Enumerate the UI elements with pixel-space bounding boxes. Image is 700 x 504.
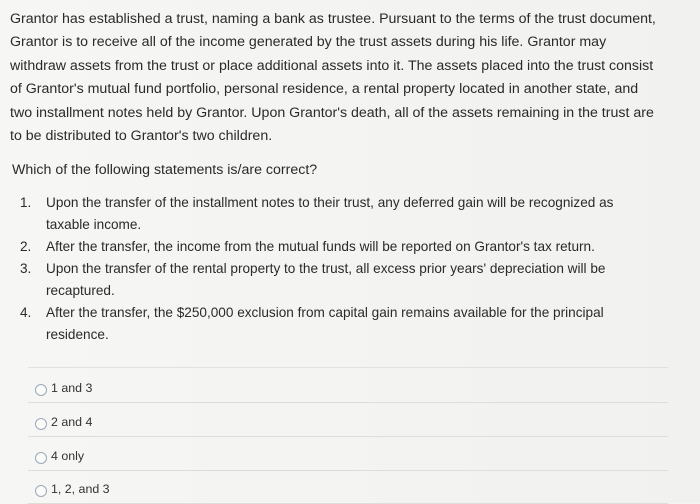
statement-text: residence. (46, 327, 109, 342)
question-passage (10, 8, 692, 148)
passage-line: Grantor has established a trust, naming a bank as trustee. Pursuant to the terms of the trust document, (10, 11, 656, 27)
radio-button[interactable] (35, 485, 47, 497)
passage-line: withdraw assets from the trust or place additional assets into it. The assets placed into the trust consist (10, 57, 654, 74)
option-label: 4 only (51, 449, 85, 463)
passage-line: to be distributed to Grantor's two children. (10, 128, 273, 145)
statement-text: Upon the transfer of the installment notes to their trust, any deferred gain will be recognized as (46, 195, 614, 210)
radio-button[interactable] (35, 384, 47, 396)
statement-text: After the transfer, the income from the mutual funds will be reported on Grantor's tax return. (46, 239, 595, 254)
statement-number: 1. (20, 195, 32, 210)
passage-line: of Grantor's mutual fund portfolio, personal residence, a rental property located in another state, and (10, 81, 639, 98)
option-label: 1, 2, and 3 (51, 482, 110, 496)
statement-1 (20, 192, 680, 236)
option-1[interactable] (28, 372, 668, 403)
statement-2 (20, 236, 680, 258)
option-3[interactable] (28, 440, 668, 471)
option-label: 1 and 3 (51, 381, 93, 395)
statement-text: Upon the transfer of the rental property to the trust, all excess prior years' depreciation will be (46, 261, 606, 276)
radio-button[interactable] (35, 452, 47, 464)
statement-text: taxable income. (46, 217, 142, 232)
radio-button[interactable] (35, 418, 47, 430)
statement-text: After the transfer, the $250,000 exclusion from capital gain remains available for the principal (46, 305, 604, 320)
passage-line: two installment notes held by Grantor. Upon Grantor's death, all of the assets remaining in the trust are (10, 104, 654, 121)
option-4[interactable] (28, 473, 668, 504)
passage-line: Grantor is to receive all of the income generated by the trust assets during his life. Grantor may (10, 34, 607, 51)
statement-number: 2. (20, 239, 32, 254)
statement-list (20, 192, 680, 346)
statement-4 (20, 302, 680, 346)
question-prompt: Which of the following statements is/are correct? (12, 162, 318, 178)
option-label: 2 and 4 (51, 415, 93, 429)
statement-3 (20, 258, 680, 302)
options-divider (28, 367, 668, 368)
statement-text: recaptured. (46, 283, 115, 298)
statement-number: 3. (20, 261, 32, 276)
option-2[interactable] (28, 406, 668, 437)
statement-number: 4. (20, 305, 32, 320)
